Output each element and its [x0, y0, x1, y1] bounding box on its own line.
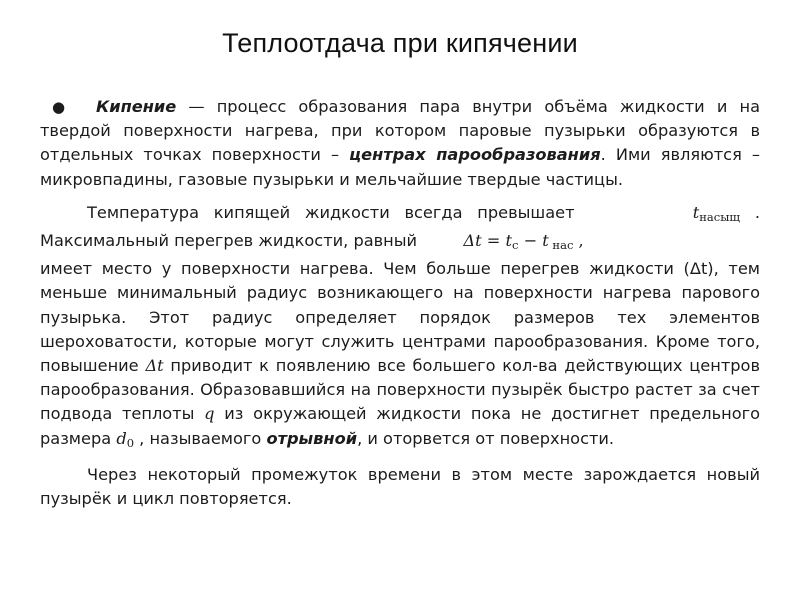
paragraph-text: из окружающей жидкости пока не достигнет предельного размера [40, 404, 761, 448]
paragraph-boiling-definition [40, 95, 760, 192]
slide-title: Теплоотдача при кипячении [222, 28, 578, 58]
slide-body [40, 95, 760, 511]
d0-symbol: $d_0$ [116, 428, 135, 450]
paragraph-text: Максимальный перегрев жидкости, равный [40, 231, 418, 251]
term-departure: отрывной [266, 428, 358, 448]
q-symbol: q [204, 404, 215, 424]
superheat-line-1 [40, 201, 760, 229]
term-boiling: Кипение [96, 97, 177, 116]
superheat-line-2 [40, 231, 584, 253]
paragraph-text: , называемого [134, 428, 267, 448]
paragraph-text: имеет место у поверхности нагрева. Чем больше перегрев жидкости (Δt), тем меньше минимальный радиус возникающего на поверхности нагрева парового пузырька. Этот радиус определяет порядок размеров тех элементов шероховатости, которые могут служить центрами парообразования. Кроме того, повышение [40, 259, 760, 376]
paragraph-cycle [40, 463, 760, 511]
term-nucleation-centers: центрах парообразования [349, 145, 601, 165]
superheat-formula: $\Delta t = t_c - t$ $_{нас}$ , [463, 231, 584, 253]
paragraph-text: Через некоторый промежуток времени в этом месте зарождается новый пузырёк и цикл повторяется. [40, 464, 760, 509]
paragraph-text: Температура кипящей жидкости всегда превышает [87, 202, 575, 222]
paragraph-text: , и оторвется от поверхности. [357, 428, 615, 448]
t-saturation-symbol: $t_{насыщ}$ [692, 202, 741, 224]
paragraph-text: . Ими являются – микровпадины, газовые пузырьки и мельчайшие твердые частицы. [40, 145, 761, 189]
paragraph-text: . [754, 202, 760, 222]
paragraph-text: — процесс образования пара внутри объёма жидкости и на твердой поверхности нагрева, при котором паровые пузырьки образуются в отдельных точках поверхности – [40, 97, 760, 165]
delta-t-symbol: Δt [145, 356, 164, 376]
bullet-icon: ● [52, 98, 66, 116]
paragraph-superheat [40, 201, 760, 455]
paragraph-text: приводит к появлению все большего кол-ва действующих центров парообразования. Образовавшийся на поверхности пузырёк быстро растет за счет подвода теплоты [40, 356, 760, 424]
